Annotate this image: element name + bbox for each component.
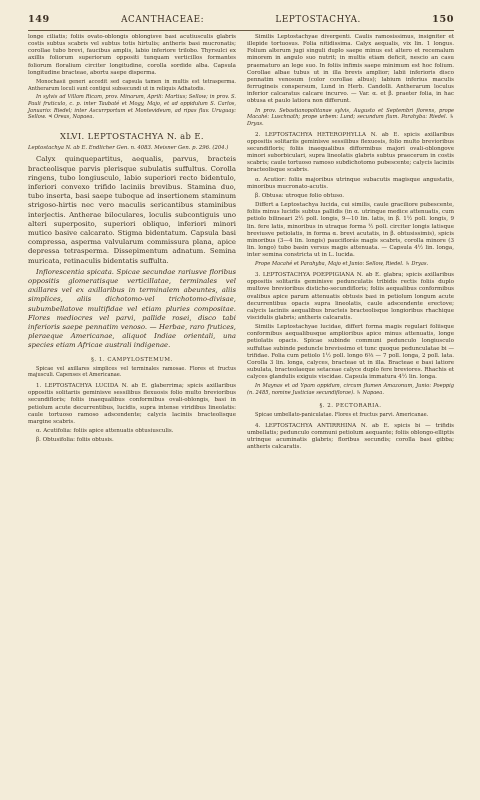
right-column [247,34,454,453]
running-title-left: ACANTHACEAE: [121,15,205,25]
section-heading: §. 1. CAMPYLOSTEMUM. [91,356,173,363]
left-column [28,34,236,446]
page-number-left: 149 [28,14,50,25]
running-title-right: LEPTOSTACHYA. [275,15,361,25]
genus-reference: Leptostachya N. ab E. Endlicher Gen. n. 4083. Meisner Gen. p. 296. (204.) [28,145,229,152]
header-rule [28,30,454,31]
inflorescence-description: Inflorescentia spicata. Spicae secundae rariusve floribus oppositis glomeratisque verticillatae, terminales vel axillares vel ex axillaribus in terminalem abeuntes, aliis simplices, aliis dichotomo-vel trichotomo-divisae, subumbellatove multifidae vel etiam pluries compositae. Flores mediocres vel parvi, pallide rosei, disco tabi inferioris saepe pennatim venoso. — Herbae, raro frutices, pleraeque Americanae, aliquot Indiae orientali, una species etiam Africae australi indigenae. [28,267,236,350]
section-heading: §. 2. PECTORARIA. [319,402,382,409]
paragraph: Similis Leptostachyae divergenti. Caulis ramosissimus, insigniter et illepide tortuosus. Folia nitidissima. Calyx aequalis, vix lin. 1 longus. Folium alterum jugi singuli duplo saepe minus est altero et recemalum minorem in angulo suo nutrit; in multis etiam deficit, nescio an casu praematuro an lege suo. In foliis infimis saepe minimum est hoc folium. Corollae albae tubus ut in illa brevis amplior; labii inferioris disco pennatim venosum (color corollae albus); labium inferius maculis ferrugineis conspersum, Lund in Herb. Candolli. Antherarum loculus inferior calcaratus calcare incurvo. — Var. α. et β. praeter folia, in hac obtusa et paulo latiora non differunt. [247,34,454,105]
variety-entry: β. Obtusifolia: foliis obtusis. [36,437,114,444]
genus-description: Calyx quinquepartitus, aequalis, parvus, bracteis bracteolisque parvis plerisque subulatis suffultus. Corolla ringens, tubo longiusculo, labio superiori recto bidentulo, inferiori convexo trifido laciniis brevibus. Stamina duo, tubo inserta, basi saepe tuboque ad insertionem staminum strigoso-hirtis nec vero maculis sericantibus staminibus interjectis. Antherae biloculares, loculis subcontiguis uno alteri superposito, superiori obliquo, inferiori minori mutico basive calcarato. Stigma bidentatum. Capsula basi compressa, asperma valvularum commissura plana, apice depressa tetrasperma. Dissepimentum adnatum. Semina muricata, retinaculis bidentatis suffulta. [28,155,236,265]
note-paragraph: Monochasii generi accedit sed capsula tamen in multis est tetrasperma. Antherarum loculi sunt contigui subsecundi ut in reliquis Adhatodis. [28,78,236,92]
species-entry: 3. LEPTOSTACHYA POEPPIGIANA N. ab E. glabra; spicis axillaribus oppositis solitariis geminisve pedunculatis tribidis rectis foliis duplo multove brevioribus disticho-secundifloris; foliis aequalibus conformibus ovalibus apice parum attenuatis obtusis basi in petiolum longum acute decurrentibus opacis supra lineolatis, caule adscendente erectove; calycis laciniis aequalibus bracteis bracteolisque longioribus rhachique viscidulis glabris; antheris calcaratis. [247,272,454,321]
locality-paragraph: In sylvis ad Villam Ricam, prov. Minarum, Aprili: Martius; Sellow; in prov. S. Pauli fruticulo, c. p. inter Taubaté et Mogy, Majo, et ad oppidulum S. Carlos, Januario: Riedel; inter Ascurrportum et Montevideum, ad ripas fluv. Uruguay: Sellow. ♃ Oreas, Napaea. [28,94,236,121]
running-header [28,14,454,28]
genus-heading: XLVI. LEPTOSTACHYA N. ab E. [60,131,204,142]
paragraph: longe ciliatis; foliis ovato-oblongis oblongisve basi acutiusculis glabris costis subtus scabris vel subtus totis hirtulis; antheris basi mucronatis; corollae tubo brevi, faucibus amplis, labio inferiore trilobo. Thyrsulci ex axillis foliorum superiorum oppositi tunquam verticillos formantes foliorum floralium circiter longitudine, corolla sordide alba. Capsula longitudine bracteae, abortu saepe disperma. [28,34,236,76]
section-description: Spicae vel axillares simplices vel terminales ramosae. Flores et fructus majusculi. Capenses et Americanae. [28,365,236,379]
page-number-right: 150 [432,14,454,25]
locality-paragraph: In Maynas et ad Ypam oppidum, circum flumen Amazonum, Junio: Poeppig (n. 2485, nomine Justiciae secundiflorae). ♄ Napaea. [247,383,454,397]
paragraph: Similis Leptostachyae lucidae, differt forma magis regulari foliisque conformibus aequalibusque amplioribus apice minus attenuatis, longe petiolatis opacis. Spicae subinde communi pedunculo longiusculo suffultae subinde peduncle brevissimo et tunc quoque pedunculatae bi — trifidae. Folia cum petiolo 1½ poll. longo 6⅓ — 7 poll. longa, 2 poll. lata. Corolla 3 lin. longa, calyces, bracteae ut in illa. Bracteae e basi latiore subulata, bracteolaeque setaceae calyce duplo fere breviores. Rhachis et calyces glandulis exiguis viscidae. Capsula immatura 4½ lin. longa. [247,324,454,381]
species-entry: 4. LEPTOSTACHYA ANTIRRHINA N. ab E. spicis bi — trifidis umbellatis; pedunculo communi petiolum aequante; foliis oblongo-elliptis utrinque acuminatis glabris; floribus secundis; corolla basi gibba; antheris calcaratis. [247,422,454,451]
variety-entry: α. Acutifolia: foliis apice attenuatis obtusiusculis. [36,428,174,435]
variety-entry: α. Acutior: foliis majoribus utrinque subacutis magisque angustatis, minoribus mucronato-acutis. [247,176,454,190]
paragraph: Differt a Leptostachya lucida, cui similis, caule graciliore pubescente, foliis minus lucidis subtus pallidis (in α. utrinque medice attenuatis, cum petiolo bilineari 2½ poll. longis, 9—10 lin. latis, in β. 1½ poll. longis, 9 lin. fere latis, minoribus in utraque forma ½ poll. circiter longis latisque breviusve petiolatis, in forma α. brevi acutatis, in β. obtusissimis), spicis minoribus (3—4 lin. longis) pauciflorás magis scabris, corolla minore (3 lin. longo) tubo basin versus magis attenuata. — Capsula 4½ lin. longa, inter semina constricta ut in L. lucida. [247,202,454,259]
species-entry: 1. LEPTOSTACHYA LUCIDA N. ab E. glaberrima; spicis axillaribus oppositis solitariis geminisve sessilibus flexuosis folio multo brevioribus secundifloris; foliis inaequalibus conformibus ovali-oblongis, basi in petiolum acute decurrentibus, lucidis, supra intense viridibus lineolatis: caule tortuoso ramoso adscendente; calycis laciniis bracteolisque margine scabris. [28,383,236,425]
locality-paragraph: In prov. Sebastianopolitanae sylvis, Augusto et Septembri florens, prope Macahé: Luschnath; prope urbem: Lund; secundum flum. Parahyba: Riedel. ♄ Dryas. [247,107,454,127]
variety-entry: β. Obtusa: utroque folio obtuso. [255,192,344,199]
section-description: Spicae umbellato-paniculatae. Flores et fructus parvi. Americanae. [255,411,429,418]
species-entry: 2. LEPTOSTACHYA HETEROPHYLLA N. ab E. spicis axillaribus oppositis solitariis geminisve sessilibus flexuosis, folio multo brevioribus secundifloris; foliis inaequalibus difformibus majori ovali-oblongove minori suborbiculari, supra lineolatis glabris subtus praecerum in costis scabris; caule tortuoso ramoso subdichotomo pubescente; calycis laciniis bracteolisque scabris. [247,131,454,174]
locality-paragraph: Prope Macahé et Parahyba, Majo et Junio: Sellow, Riedel. ♄ Dryas. [255,261,429,268]
